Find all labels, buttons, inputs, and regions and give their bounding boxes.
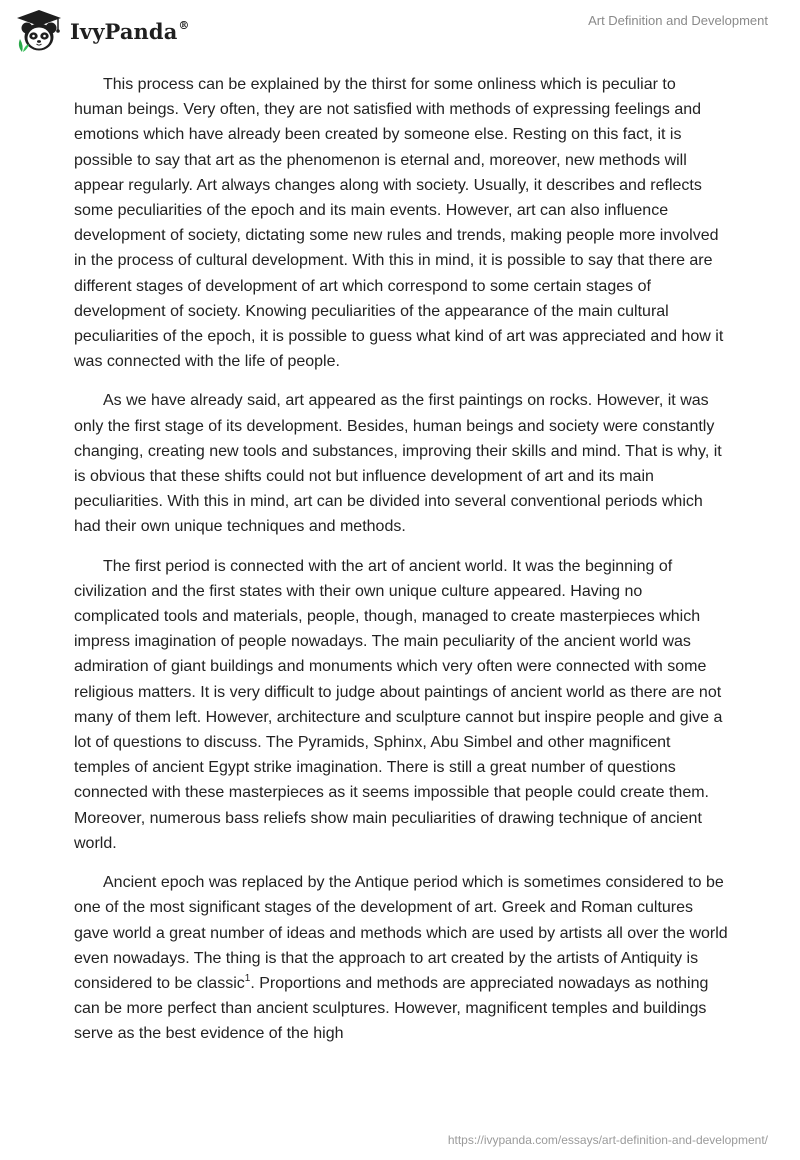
paragraph-3: The first period is connected with the art of ancient world. It was the beginning of civilization and the first states with their own unique culture appeared. Having no complicated tools and materials, people, though, managed to create masterpieces which impress imagination of people nowadays. The main peculiarity of the ancient world was admiration of giant buildings and monuments which very often were connected with some religious matters. It is very difficult to judge about paintings of ancient world as there are not many of them left. However, architecture and sculpture cannot but inspire people and give a lot of questions to discuss. The Pyramids, Sphinx, Abu Simbel and other magnificent temples of ancient Egypt strike imagination. There is still a great number of questions connected with these masterpieces as it seems impossible that people could create them. Moreover, numerous bass reliefs show main peculiarities of drawing technique of ancient world. [74, 557, 723, 852]
paragraph-4 [74, 870, 728, 1046]
panda-graduate-icon [14, 8, 64, 54]
logo[interactable] [14, 8, 190, 54]
registered-mark: ® [178, 18, 190, 32]
paragraph-1: This process can be explained by the thirst for some onliness which is peculiar to human beings. Very often, they are not satisfied with methods of expressing feelings and emotions which have already been created by someone else. Resting on this fact, it is possible to say that art as the phenomenon is eternal and, moreover, new methods will appear regularly. Art always changes along with society. Usually, it describes and reflects some peculiarities of the epoch and its main events. However, art can also influence development of society, dictating some new rules and trends, making people more involved in the process of cultural development. With this in mind, it is possible to say that there are different stages of development of art which correspond to some certain stages of development of society. Knowing peculiarities of the appearance of the main cultural peculiarities of the epoch, it is possible to guess what kind of art was appreciated and how it was connected with the life of people. [74, 76, 724, 371]
page-header [0, 0, 800, 60]
paragraph-4-text-start: Ancient epoch was replaced by the Antique period which is sometimes considered to be one of the most significant stages of the development of art. Greek and Roman cultures gave world a great number of ideas and methods which are used by artists all over the world even nowadays. The thing is that the approach to art created by the artists of Antiquity is considered to be classic [74, 874, 728, 992]
source-url[interactable]: https://ivypanda.com/essays/art-definition-and-development/ [447, 1133, 768, 1147]
document-title: Art Definition and Development [588, 13, 768, 28]
paragraph-2: As we have already said, art appeared as the first paintings on rocks. However, it was only the first stage of its development. Besides, human beings and society were constantly changing, creating new tools and substances, improving their skills and mind. That is why, it is obvious that these shifts could not but influence development of art and its main peculiarities. With this in mind, art can be divided into several conventional periods which had their own unique techniques and methods. [74, 392, 722, 536]
brand-name: IvyPanda® [70, 18, 190, 44]
footnote-reference[interactable]: 1 [244, 972, 251, 984]
paragraph-4-text-end: . Proportions and methods are appreciated nowadays as nothing can be more perfect than ancient sculptures. However, magnificent temples and buildings serve as the best evidence of the high [74, 974, 709, 1043]
essay-body [74, 72, 728, 1061]
